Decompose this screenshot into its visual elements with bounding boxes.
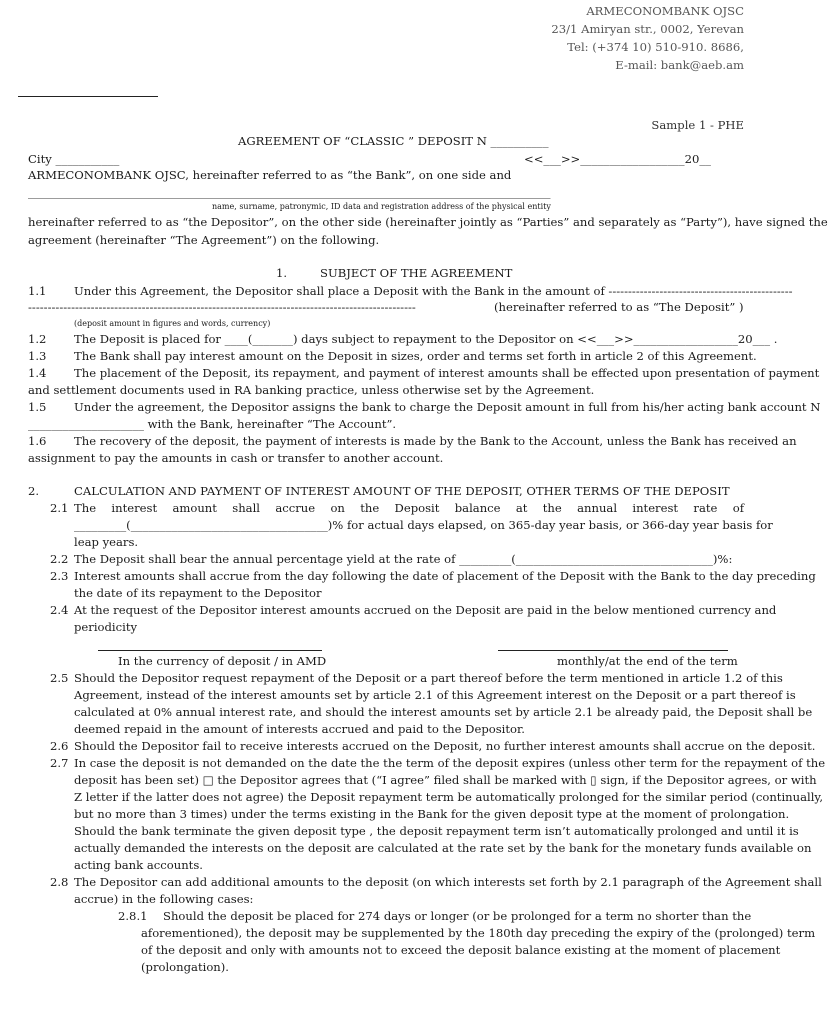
clause-2-1-line-2: _________(__________________________________)% for actual days elapsed, on 365-day year basis, or 366-day year basis for [74, 518, 773, 532]
clause-2-2-number: 2.2 [50, 552, 69, 566]
clause-1-1-line-1: Under this Agreement, the Depositor shall place a Deposit with the Bank in the amount of ----------------------------------------------- [74, 284, 793, 298]
clause-2-5-line-4: deemed repaid in the amount of interests accrued and paid to the Depositor. [74, 722, 525, 736]
clause-2-5-line-2: Agreement, instead of the interest amounts set by article 2.1 of this Agreement interest on the Deposit or a part thereof is [74, 688, 796, 702]
clause-2-7-line-5: Should the bank terminate the given deposit type , the deposit repayment term isn’t automatically prolonged and until it is [74, 824, 799, 838]
clause-1-2-number: 1.2 [28, 332, 47, 346]
clause-2-3-number: 2.3 [50, 569, 69, 583]
clause-1-2-text: The Deposit is placed for ____(_______) days subject to repayment to the Depositor on <<___>>__________________20___ . [74, 332, 778, 346]
clause-1-6-line-1: The recovery of the deposit, the payment of interests is made by the Bank to the Account, unless the Bank has received an [74, 434, 797, 448]
clause-1-3-text: The Bank shall pay interest amount on the Deposit in sizes, order and terms set forth in article 2 of this Agreement. [74, 349, 757, 363]
depositor-paragraph-line-2: agreement (hereinafter “The Agreement”) on the following. [28, 233, 380, 247]
clause-2-6-text: Should the Depositor fail to receive interests accrued on the Deposit, no further interest amounts shall accrue on the deposit. [74, 739, 816, 753]
clause-2-8-line-2: accrue) in the following cases: [74, 892, 254, 906]
clause-1-4-line-2: and settlement documents used in RA banking practice, unless otherwise set by the Agreement. [28, 383, 595, 397]
bank-email: E-mail: bank@aeb.am [615, 58, 744, 72]
clause-2-2-text: The Deposit shall bear the annual percentage yield at the rate of _________(__________________________________)%: [74, 552, 733, 566]
bank-party-line: ARMECONOMBANK OJSC, hereinafter referred to as “the Bank”, on one side and [28, 168, 512, 182]
clause-2-8-line-1: The Depositor can add additional amounts to the deposit (on which interests set forth by 2.1 paragraph of the Agreement shall [74, 875, 822, 889]
bank-name: ARMECONOMBANK OJSC [586, 4, 744, 18]
clause-2-4-number: 2.4 [50, 603, 69, 617]
bank-address: 23/1 Amiryan str., 0002, Yerevan [551, 22, 744, 36]
depositor-blank-line: _______________________________________________________________________________________________ [28, 186, 551, 199]
clause-1-5-line-2: ____________________ with the Bank, hereinafter “The Account”. [28, 417, 397, 431]
clause-2-5-line-1: Should the Depositor request repayment of the Deposit or a part thereof before the term mentioned in article 1.2 of this [74, 671, 783, 685]
section-2-number: 2. [28, 484, 40, 498]
clause-1-5-number: 1.5 [28, 400, 47, 414]
section-1-number: 1. [276, 266, 288, 280]
clause-1-1-caption: (deposit amount in figures and words, currency) [74, 319, 271, 328]
currency-option-rule [98, 650, 322, 651]
clause-2-7-line-1: In case the deposit is not demanded on the date the the term of the deposit expires (unless other term for the repayment of the [74, 756, 826, 770]
clause-2-7-line-7: acting bank accounts. [74, 858, 203, 872]
clause-2-6-number: 2.6 [50, 739, 69, 753]
clause-2-3-line-1: Interest amounts shall accrue from the day following the date of placement of the Deposit with the Bank to the day preceding [74, 569, 816, 583]
clause-2-1-number: 2.1 [50, 501, 69, 515]
clause-1-1-line-2: (hereinafter referred to as “The Deposit” ) [494, 300, 744, 314]
sample-label: Sample 1 - PHE [651, 118, 744, 132]
depositor-paragraph-line-1: hereinafter referred to as “the Depositor”, on the other side (hereinafter jointly as “Parties” and separately as “Party”), have signed the [28, 215, 828, 229]
periodicity-option-rule [498, 650, 728, 651]
clause-2-8-1-line-4: (prolongation). [141, 960, 229, 974]
agreement-title: AGREEMENT OF “CLASSIC ” DEPOSIT N __________ [238, 134, 549, 148]
clause-1-3-number: 1.3 [28, 349, 47, 363]
clause-2-5-number: 2.5 [50, 671, 69, 685]
clause-2-7-line-4: but no more than 3 times) under the terms existing in the Bank for the given deposit type at the moment of prolongation. [74, 807, 790, 821]
clause-2-8-1-line-3: of the deposit and only with amounts not to exceed the deposit balance existing at the moment of placement [141, 943, 781, 957]
bank-phone: Tel: (+374 10) 510-910. 8686, [567, 40, 744, 54]
clause-1-1-dashes: --------------------------------------------------------------------------------------------------- [28, 300, 416, 314]
clause-2-7-line-6: actually demanded the interests on the deposit are calculated at the rate set by the bank for the monetary funds available on [74, 841, 812, 855]
clause-2-5-line-3: calculated at 0% annual interest rate, and should the interest amounts set by article 2.1 be already paid, the Deposit shall be [74, 705, 813, 719]
clause-2-8-1-line-1: Should the deposit be placed for 274 days or longer (or be prolonged for a term no shorter than the [163, 909, 752, 923]
clause-1-4-number: 1.4 [28, 366, 47, 380]
clause-2-8-1-number: 2.8.1 [118, 909, 148, 923]
date-line: <<___>>__________________20__ [524, 152, 711, 166]
currency-option: In the currency of deposit / in AMD [118, 654, 327, 668]
section-2-heading: CALCULATION AND PAYMENT OF INTEREST AMOUNT OF THE DEPOSIT, OTHER TERMS OF THE DEPOSIT [74, 484, 730, 498]
clause-2-1-line-1: The interest amount shall accrue on the Deposit balance at the annual interest rate of [74, 501, 744, 515]
clause-1-1-number: 1.1 [28, 284, 47, 298]
clause-1-5-line-1: Under the agreement, the Depositor assigns the bank to charge the Deposit amount in full from his/her acting bank account N [74, 400, 821, 414]
clause-1-6-number: 1.6 [28, 434, 47, 448]
clause-1-4-line-1: The placement of the Deposit, its repayment, and payment of interest amounts shall be effected upon presentation of payment [74, 366, 820, 380]
clause-2-8-1-line-2: aforementioned), the deposit may be supplemented by the 180th day preceding the expiry of the (prolonged) term [141, 926, 816, 940]
clause-2-7-number: 2.7 [50, 756, 69, 770]
clause-1-6-line-2: assignment to pay the amounts in cash or transfer to another account. [28, 451, 444, 465]
city-line: City ___________ [28, 152, 120, 166]
periodicity-option: monthly/at the end of the term [557, 654, 738, 668]
clause-2-8-number: 2.8 [50, 875, 69, 889]
clause-2-4-line-2: periodicity [74, 620, 138, 634]
section-1-heading: SUBJECT OF THE AGREEMENT [320, 266, 513, 280]
clause-2-7-line-3: Z letter if the latter does not agree) the Deposit repayment term be automatically prolonged for the similar period (continually, [74, 790, 824, 804]
logo-rule [18, 96, 158, 97]
clause-2-1-line-3: leap years. [74, 535, 139, 549]
clause-2-7-line-2: deposit has been set) □ the Depositor agrees that (“I agree” filed shall be marked with ▯ sign, if the Depositor agrees, or with [74, 773, 817, 787]
clause-2-3-line-2: the date of its repayment to the Depositor [74, 586, 322, 600]
clause-2-4-line-1: At the request of the Depositor interest amounts accrued on the Deposit are paid in the below mentioned currency and [74, 603, 777, 617]
depositor-caption: name, surname, patronymic, ID data and registration address of the physical entity [212, 202, 551, 211]
